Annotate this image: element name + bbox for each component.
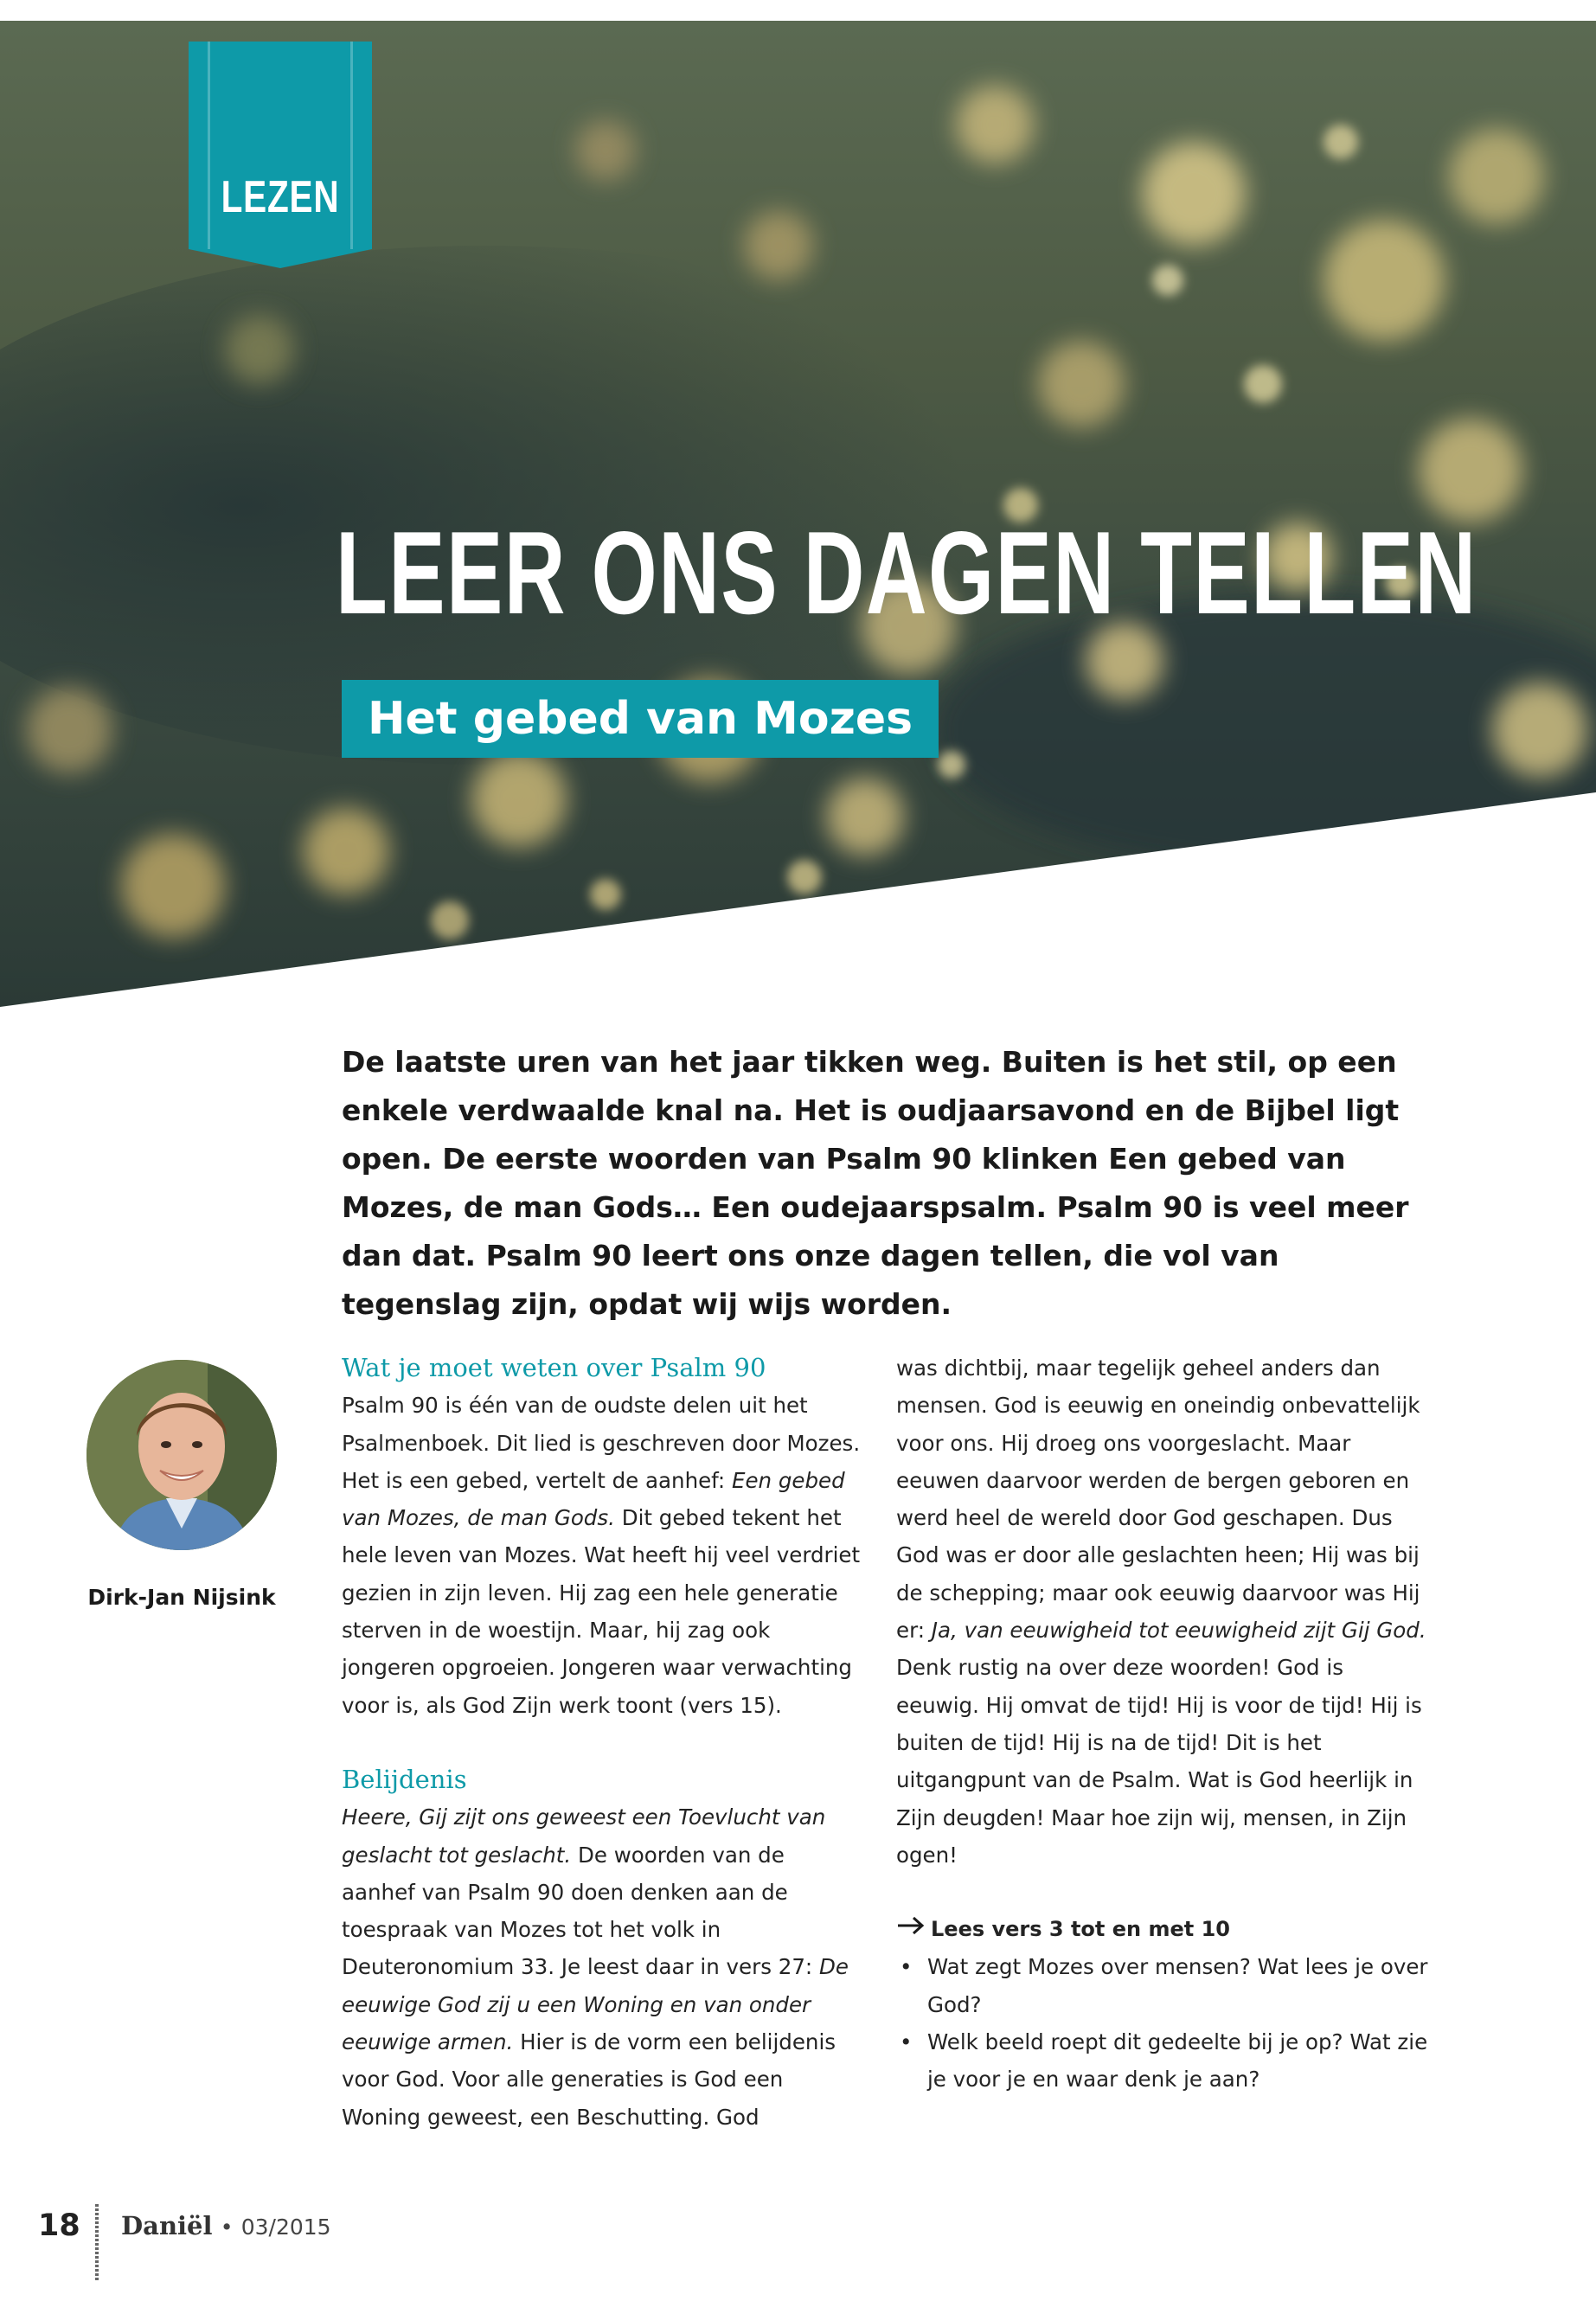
arrow-right-icon	[896, 1911, 927, 1948]
text-run: De woorden van de aanhef van Psalm 90 doen denken aan de toespraak van Mozes tot het volk in Deuteronomium 33. Je leest daar in vers 27:	[342, 1842, 819, 1980]
reading-instruction	[896, 1911, 1433, 1948]
text-run: Denk rustig na over deze woorden! God is eeuwig. Hij omvat de tijd! Hij is voor de tijd! Hij is buiten de tijd! Hij is na de tijd! Dit is het uitgangpunt van de Psalm. Wat is God heerlijk in Zijn deugden! Maar hoe zijn wij, mensen, in Zijn ogen!	[896, 1655, 1422, 1868]
footer-divider	[95, 2204, 99, 2280]
quote-italic: De eeuwige God zij u een Woning en van onder eeuwige armen.	[342, 1954, 849, 2055]
quote-italic: Een gebed van Mozes, de man Gods.	[342, 1467, 845, 1531]
section-heading: Belijdenis	[342, 1764, 467, 1794]
quote-italic: Heere, Gij zijt ons geweest een Toevlucht van geslacht tot geslacht.	[342, 1804, 826, 1868]
list-item: • Wat zegt Mozes over mensen? Wat lees je over God?	[927, 1948, 1433, 2023]
text-run: Psalm 90 is één van de oudste delen uit het Psalmenboek. Dit lied is geschreven door Mozes. Het is een gebed, vertelt de aanhef:	[342, 1393, 861, 1493]
section-tab-label: LEZEN	[221, 172, 340, 222]
article-column-1	[342, 1349, 861, 2136]
reading-instruction-label: Lees vers 3 tot en met 10	[931, 1917, 1230, 1942]
hero-image	[0, 21, 1596, 1007]
footer-separator: •	[220, 2214, 234, 2240]
magazine-issue: 03/2015	[240, 2214, 331, 2240]
page-title: LEER ONS DAGEN TELLEN	[336, 507, 1477, 638]
section-tab	[189, 42, 372, 249]
paragraph	[342, 1798, 861, 2136]
text-run: Dit gebed tekent het hele leven van Mozes. Wat heeft hij veel verdriet gezien in zijn leven. Hij zag een hele generatie sterven in de woestijn. Maar, hij zag ook jongeren opgroeien. Jongeren waar verwachting voor is, als God Zijn werk toont (vers 15).	[342, 1505, 861, 1718]
author-photo	[87, 1360, 277, 1550]
page-subtitle: Het gebed van Mozes	[342, 680, 939, 758]
page-number: 18	[38, 2208, 80, 2243]
quote-italic: Ja, van eeuwigheid tot eeuwigheid zijt Gij God.	[931, 1618, 1426, 1644]
text-run: was dichtbij, maar tegelijk geheel anders dan mensen. God is eeuwig en oneindig onbevattelijk voor ons. Hij droeg ons voorgeslacht. Maar eeuwen daarvoor werden de bergen geboren en werd heel de wereld door God geschapen. Dus God was er door alle geslachten heen; Hij was bij de schepping; maar ook eeuwig daarvoor was Hij er:	[896, 1356, 1420, 1644]
article-column-2	[896, 1349, 1433, 2099]
magazine-footer	[121, 2211, 331, 2240]
list-item: • Welk beeld roept dit gedeelte bij je op? Wat zie je voor je en waar denk je aan?	[927, 2023, 1433, 2099]
author-avatar	[87, 1360, 277, 1550]
author-name: Dirk-Jan Nijsink	[87, 1585, 276, 1610]
paragraph	[342, 1387, 861, 1724]
magazine-name: Daniël	[121, 2211, 213, 2240]
question-list	[896, 1948, 1433, 2098]
text-run: Hier is de vorm een belijdenis voor God. Voor alle generaties is God een Woning geweest, een Beschutting. God	[342, 2029, 836, 2130]
section-heading: Wat je moet weten over Psalm 90	[342, 1353, 766, 1382]
paragraph	[896, 1349, 1433, 1874]
lead-paragraph: De laatste uren van het jaar tikken weg. Buiten is het stil, op een enkele verdwaalde knal na. Het is oudjaarsavond en de Bijbel ligt open. De eerste woorden van Psalm 90 klinken Een gebed van Mozes, de man Gods… Een oudejaarspsalm. Psalm 90 is veel meer dan dat. Psalm 90 leert ons onze dagen tellen, die vol van tegenslag zijn, opdat wij wijs worden.	[342, 1045, 1409, 1321]
